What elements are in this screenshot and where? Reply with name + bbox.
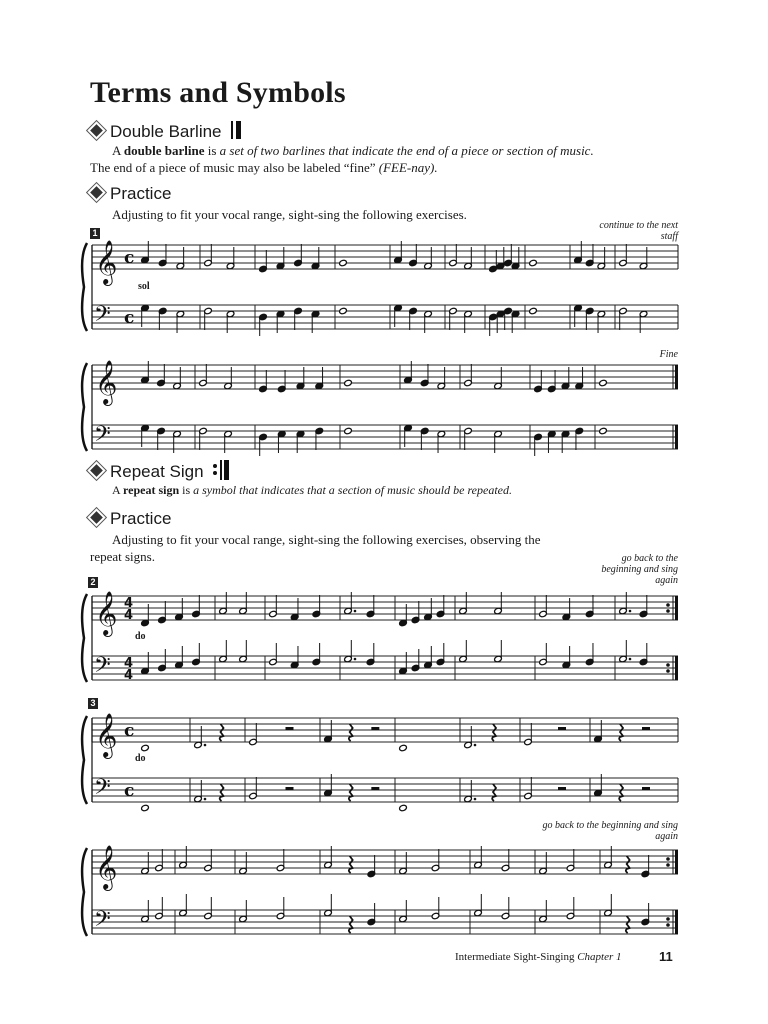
def-text: a set of two barlines that indicate the end of a piece or section of music. [219, 143, 594, 158]
practice1-instruction: Adjusting to fit your vocal range, sight-sing the following exercises. [112, 207, 467, 222]
common-time-signature: c [124, 308, 135, 328]
half-rest-icon [558, 727, 566, 730]
repeat-dot [666, 669, 670, 673]
practice2-heading-text: Practice [110, 509, 172, 528]
final-thick-bar [675, 850, 678, 874]
bass-clef-icon: 𝄢 [94, 775, 111, 805]
final-thick-bar [675, 425, 678, 449]
quarter-rest-icon [492, 724, 496, 741]
def-lead: A [112, 483, 124, 497]
whole-note [141, 744, 150, 751]
repeat-dot [666, 609, 670, 613]
bass-clef-icon: 𝄢 [94, 907, 111, 937]
quarter-rest-icon [349, 724, 353, 741]
def-term: double barline [123, 143, 205, 158]
go-back-note-1: go back to the beginning and sing again [601, 553, 678, 586]
whole-note [339, 307, 348, 314]
treble-clef-icon: 𝄞 [95, 360, 118, 404]
repeat-dot [666, 857, 670, 861]
time-signature-top: 4 [124, 656, 134, 671]
quarter-rest-icon [220, 784, 224, 801]
system-brace-icon [82, 848, 87, 936]
repeat-dot [666, 863, 670, 867]
dot [474, 798, 477, 801]
quarter-rest-icon [349, 784, 353, 801]
time-signature-bottom: 4 [124, 608, 134, 623]
half-rest-icon [371, 787, 379, 790]
double-barline-heading-text: Double Barline [110, 122, 222, 141]
system-brace-icon [82, 363, 87, 451]
repeat-dot [666, 663, 670, 667]
bass-clef-icon: 𝄢 [94, 302, 111, 332]
quarter-rest-icon [626, 856, 630, 873]
treble-clef-icon: 𝄞 [95, 845, 118, 889]
whole-note [399, 744, 408, 751]
quarter-rest-icon [492, 784, 496, 801]
half-rest-icon [642, 727, 650, 730]
whole-note [599, 379, 608, 386]
page-number: 11 [659, 949, 673, 964]
dot [354, 610, 357, 613]
whole-note [344, 379, 353, 386]
dot [629, 658, 632, 661]
exercise-number-2: 2 [88, 577, 98, 588]
treble-clef-icon: 𝄞 [95, 591, 118, 635]
half-rest-icon [286, 727, 294, 730]
dot [204, 744, 207, 747]
whole-note [141, 804, 150, 811]
dot [474, 744, 477, 747]
bass-clef-icon: 𝄢 [94, 422, 111, 452]
fine-note-text: The end of a piece of music may also be labeled “fine” [90, 160, 379, 175]
quarter-rest-icon [220, 724, 224, 741]
quarter-rest-icon [619, 784, 623, 801]
dot [354, 658, 357, 661]
exercise-number-3: 3 [88, 698, 98, 709]
quarter-rest-icon [349, 916, 353, 933]
def-term: repeat sign [123, 483, 180, 497]
fine-pronunciation: (FEE-nay). [378, 160, 438, 175]
common-time-signature: c [124, 248, 135, 268]
practice1-heading-text: Practice [110, 184, 172, 203]
def-lead: A [112, 143, 124, 158]
exercise-number-1: 1 [90, 228, 100, 239]
quarter-rest-icon [349, 856, 353, 873]
footer-chapter: Chapter 1 [577, 951, 622, 963]
dot [629, 610, 632, 613]
half-rest-icon [371, 727, 379, 730]
whole-note [599, 427, 608, 434]
final-thick-bar [675, 596, 678, 620]
dot [204, 798, 207, 801]
practice2-instruction-line2: repeat signs. [90, 549, 155, 564]
solfa-label-do: do [135, 631, 146, 642]
def-is: is [204, 143, 220, 158]
practice2-instruction-line1: Adjusting to fit your vocal range, sight-sing the following exercises, observing the [112, 532, 541, 547]
bass-clef-icon: 𝄢 [94, 653, 111, 683]
go-back-note-2: go back to the beginning and sing again [542, 820, 678, 842]
repeat-dot [666, 603, 670, 607]
final-thick-bar [675, 910, 678, 934]
time-signature-bottom: 4 [124, 668, 134, 683]
repeat-dot [666, 923, 670, 927]
whole-note [344, 427, 353, 434]
common-time-signature: c [124, 721, 135, 741]
system-brace-icon [82, 243, 87, 331]
final-thick-bar [675, 365, 678, 389]
half-rest-icon [286, 787, 294, 790]
system-brace-icon [82, 716, 87, 804]
def-text: a symbol that indicates that a section of music should be repeated. [193, 483, 512, 497]
system-brace-icon [82, 594, 87, 682]
fine-marking: Fine [659, 349, 678, 360]
page-title: Terms and Symbols [90, 76, 346, 109]
continue-note: continue to the next staff [599, 220, 678, 242]
repeat-dot [666, 917, 670, 921]
quarter-rest-icon [619, 724, 623, 741]
whole-note [529, 307, 538, 314]
quarter-rest-icon [626, 916, 630, 933]
treble-clef-icon: 𝄞 [95, 713, 118, 757]
solfa-label-do: do [135, 753, 146, 764]
half-rest-icon [558, 787, 566, 790]
treble-clef-icon: 𝄞 [95, 240, 118, 284]
footer-book: Intermediate Sight-Singing [455, 951, 575, 963]
def-is: is [179, 483, 194, 497]
time-signature-top: 4 [124, 596, 134, 611]
final-thick-bar [675, 656, 678, 680]
repeat-sign-heading-text: Repeat Sign [110, 462, 204, 481]
solfa-label-sol: sol [138, 281, 150, 292]
whole-note [399, 804, 408, 811]
whole-note [529, 259, 538, 266]
whole-note [339, 259, 348, 266]
common-time-signature: c [124, 781, 135, 801]
half-rest-icon [642, 787, 650, 790]
